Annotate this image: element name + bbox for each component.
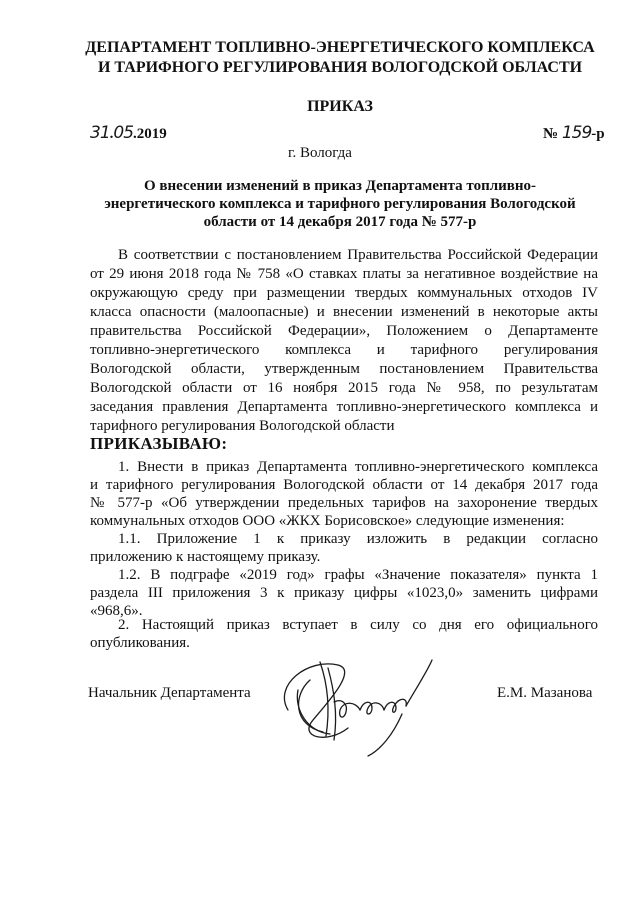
- preamble-line: тарифного регулирования Вологодской области: [90, 418, 395, 434]
- preamble-line: класса опасности (малоопасные) и внесении изменений в некоторые акты: [90, 304, 598, 320]
- preamble-line: окружающую среду при размещении твердых коммунальных отходов IV: [90, 285, 598, 301]
- title-line2: энергетического комплекса и тарифного регулирования Вологодской: [104, 196, 576, 212]
- city: г. Вологда: [288, 145, 352, 161]
- item1-line: коммунальных отходов ООО «ЖКХ Борисовское» следующие изменения:: [90, 513, 565, 529]
- signatory-position: Начальник Департамента: [88, 685, 251, 701]
- date-year: .2019: [133, 126, 167, 142]
- number-handwritten: 159: [561, 123, 592, 143]
- item1-1-line: приложению к настоящему приказу.: [90, 549, 321, 565]
- order-word: ПРИКАЗЫВАЮ:: [90, 434, 228, 453]
- department-name-line2: И ТАРИФНОГО РЕГУЛИРОВАНИЯ ВОЛОГОДСКОЙ ОБЛАСТИ: [97, 59, 583, 76]
- preamble-line: топливно-энергетического комплекса и тарифного регулирования: [90, 342, 598, 358]
- number-suffix: -р: [591, 126, 605, 142]
- document-type: ПРИКАЗ: [307, 98, 373, 115]
- item1-1-line: 1.1. Приложение 1 к приказу изложить в редакции согласно: [118, 531, 598, 547]
- item2-line: опубликования.: [90, 635, 190, 651]
- item1-line: и тарифного регулирования Вологодской области от 14 декабря 2017 года: [90, 477, 598, 493]
- item1-line: № 577-р «Об утверждении предельных тарифов на захоронение твердых: [90, 495, 598, 511]
- item2-line: 2. Настоящий приказ вступает в силу со дня его официального: [118, 617, 598, 633]
- title-line3: области от 14 декабря 2017 года № 577-р: [203, 214, 477, 230]
- handwritten-signature: [268, 640, 438, 760]
- preamble-line: правительства Российской Федерации», Положением о Департаменте: [90, 323, 598, 339]
- item1-2-line: 1.2. В подграфе «2019 год» графы «Значение показателя» пункта 1: [118, 567, 598, 583]
- date-dot: .: [109, 126, 114, 142]
- preamble-line: заседания правления Департамента топливно-энергетического комплекса и: [90, 399, 598, 415]
- number-sign: №: [543, 126, 559, 142]
- preamble-line: Вологодской области от 16 ноября 2015 года № 958, по результатам: [90, 380, 598, 396]
- item1-line: 1. Внести в приказ Департамента топливно-энергетического комплекса: [118, 459, 598, 475]
- item1-2-line: «968,6».: [90, 603, 143, 619]
- date-day-handwritten: 31: [90, 123, 110, 143]
- signatory-name: Е.М. Мазанова: [497, 685, 593, 701]
- preamble-line: Вологодской области, утвержденным постановлением Правительства: [90, 361, 598, 377]
- department-name-line1: ДЕПАРТАМЕНТ ТОПЛИВНО-ЭНЕРГЕТИЧЕСКОГО КОМПЛЕКСА: [85, 39, 595, 56]
- document-number: [543, 124, 605, 143]
- preamble-line: от 29 июня 2018 года № 758 «О ставках платы за негативное воздействие на: [90, 266, 598, 282]
- date-month-handwritten: 05: [113, 123, 134, 143]
- document-date: [90, 124, 167, 143]
- preamble-line: В соответствии с постановлением Правительства Российской Федерации: [118, 247, 598, 263]
- title-line1: О внесении изменений в приказ Департамента топливно-: [143, 178, 537, 194]
- item1-2-line: раздела III приложения 3 к приказу цифры «1023,0» заменить цифрами: [90, 585, 598, 601]
